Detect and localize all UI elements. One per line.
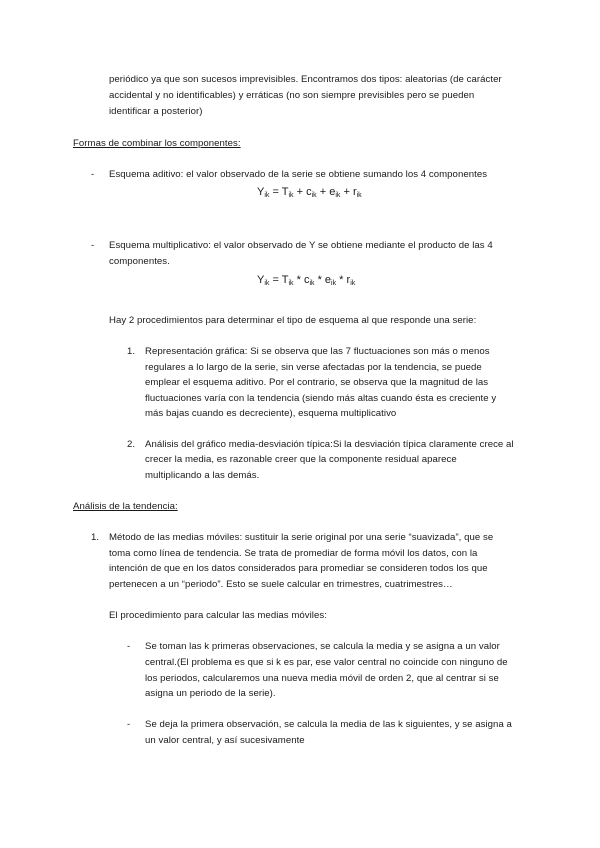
formula-op: * (336, 274, 347, 286)
formula-e-sub: ik (335, 192, 341, 199)
multiplicative-formula (257, 273, 355, 291)
formula-r: r (346, 274, 351, 286)
step-2-line-1: Se deja la primera observación, se calcula la media de las k siguientes, y se asigna a (145, 719, 512, 730)
formula-e: e (329, 186, 336, 198)
formula-e: e (324, 274, 332, 286)
additive-formula (257, 185, 362, 203)
formula-c-sub: ik (311, 192, 317, 199)
intro-line-2: accidental y no identificables) y erráticas (no son siempre previsibles pero se pueden (109, 90, 475, 101)
intro-line-3: identificar a posterior) (109, 106, 203, 117)
step-1-line-4: asigna un periodo de la serie). (145, 688, 276, 699)
intro-line-1: periódico ya que son sucesos imprevisibles. Encontramos dos tipos: aleatorias (de carácter (109, 74, 502, 85)
list-number: 1. (127, 346, 136, 357)
procedure-2-line-2: crecer la media, es razonable creer que la componente residual aparece (145, 454, 457, 465)
formula-y-sub: ik (264, 280, 270, 287)
formula-y-sub: ik (264, 192, 270, 199)
formula-t-sub: ik (288, 280, 294, 287)
formula-r-sub: ik (350, 280, 356, 287)
method-line-4: pertenecen a un “periodo”. Esto se suele calcular en trimestres, cuatrimestres… (109, 579, 453, 590)
method-line-1: Método de las medias móviles: sustituir la serie original por una serie “suavizada”, que se (109, 532, 494, 543)
multiplicative-scheme-line-2: componentes. (109, 256, 170, 267)
procedure-1-line-5: más bajas cuando es decreciente), esquema multiplicativo (145, 408, 397, 419)
formula-op: + (340, 186, 353, 198)
method-line-3: intención de que en los datos considerados para promediar se consideren todos los que (109, 563, 488, 574)
procedure-1-line-4: fluctuaciones varía con la tendencia (siendo más altas cuando ésta es creciente y (145, 393, 497, 404)
bullet-dash: - (127, 719, 131, 730)
formula-c: c (306, 186, 312, 198)
formula-t: T (281, 274, 289, 286)
formula-r: r (352, 186, 357, 198)
formula-op: + (316, 186, 330, 198)
bullet-dash: - (91, 169, 95, 180)
procedure-2-line-3: multiplicando a las demás. (145, 470, 260, 481)
step-1-line-1: Se toman las k primeras observaciones, se calcula la media y se asigna a un valor (145, 641, 500, 652)
bullet-dash: - (127, 641, 131, 652)
formula-c: c (303, 274, 310, 286)
formula-eq: = (269, 186, 282, 198)
procedure-2-line-1: Análisis del gráfico media-desviación típica:Si la desviación típica claramente crece al (145, 439, 514, 450)
additive-scheme-text: Esquema aditivo: el valor observado de la serie se obtiene sumando los 4 componentes (109, 169, 488, 180)
section-heading-combinar: Formas de combinar los componentes: (73, 138, 241, 149)
list-number: 2. (127, 439, 136, 450)
formula-t-sub: ik (288, 192, 294, 199)
step-2-line-2: un valor central, y así sucesivamente (145, 735, 305, 746)
method-line-2: toma como línea de tendencia. Se trata de promediar de forma móvil los datos, con la (109, 548, 478, 559)
moving-average-procedure-title: El procedimiento para calcular las medias móviles: (109, 610, 327, 621)
formula-r-sub: ik (356, 192, 362, 199)
formula-t: T (281, 186, 289, 198)
formula-op: + (293, 186, 307, 198)
step-1-line-3: los periodos, calcularemos una nueva media móvil de orden 2, que al centrar si se (145, 673, 499, 684)
procedure-1-line-1: Representación gráfica: Si se observa que las 7 fluctuaciones son más o menos (145, 346, 490, 357)
procedure-1-line-2: regulares a lo largo de la serie, sin verse afectadas por la tendencia, se puede (145, 362, 482, 373)
procedure-1-line-3: emplear el esquema aditivo. Por el contrario, se observa que la magnitud de las (145, 377, 489, 388)
formula-op: * (314, 274, 325, 286)
formula-y: Y (257, 186, 265, 198)
section-heading-tendencia: Análisis de la tendencia: (73, 501, 178, 512)
step-1-line-2: central.(El problema es que si k es par, ese valor central no coincide con ninguno de (145, 657, 508, 668)
formula-e-sub: ik (331, 280, 337, 287)
bullet-dash: - (91, 240, 95, 251)
formula-c-sub: ik (309, 280, 315, 287)
formula-y: Y (257, 274, 265, 286)
procedures-intro: Hay 2 procedimientos para determinar el tipo de esquema al que responde una serie: (109, 315, 477, 326)
formula-op: * (293, 274, 304, 286)
multiplicative-scheme-line-1: Esquema multiplicativo: el valor observado de Y se obtiene mediante el producto de las 4 (109, 240, 493, 251)
formula-eq: = (269, 274, 282, 286)
list-number: 1. (91, 532, 100, 543)
